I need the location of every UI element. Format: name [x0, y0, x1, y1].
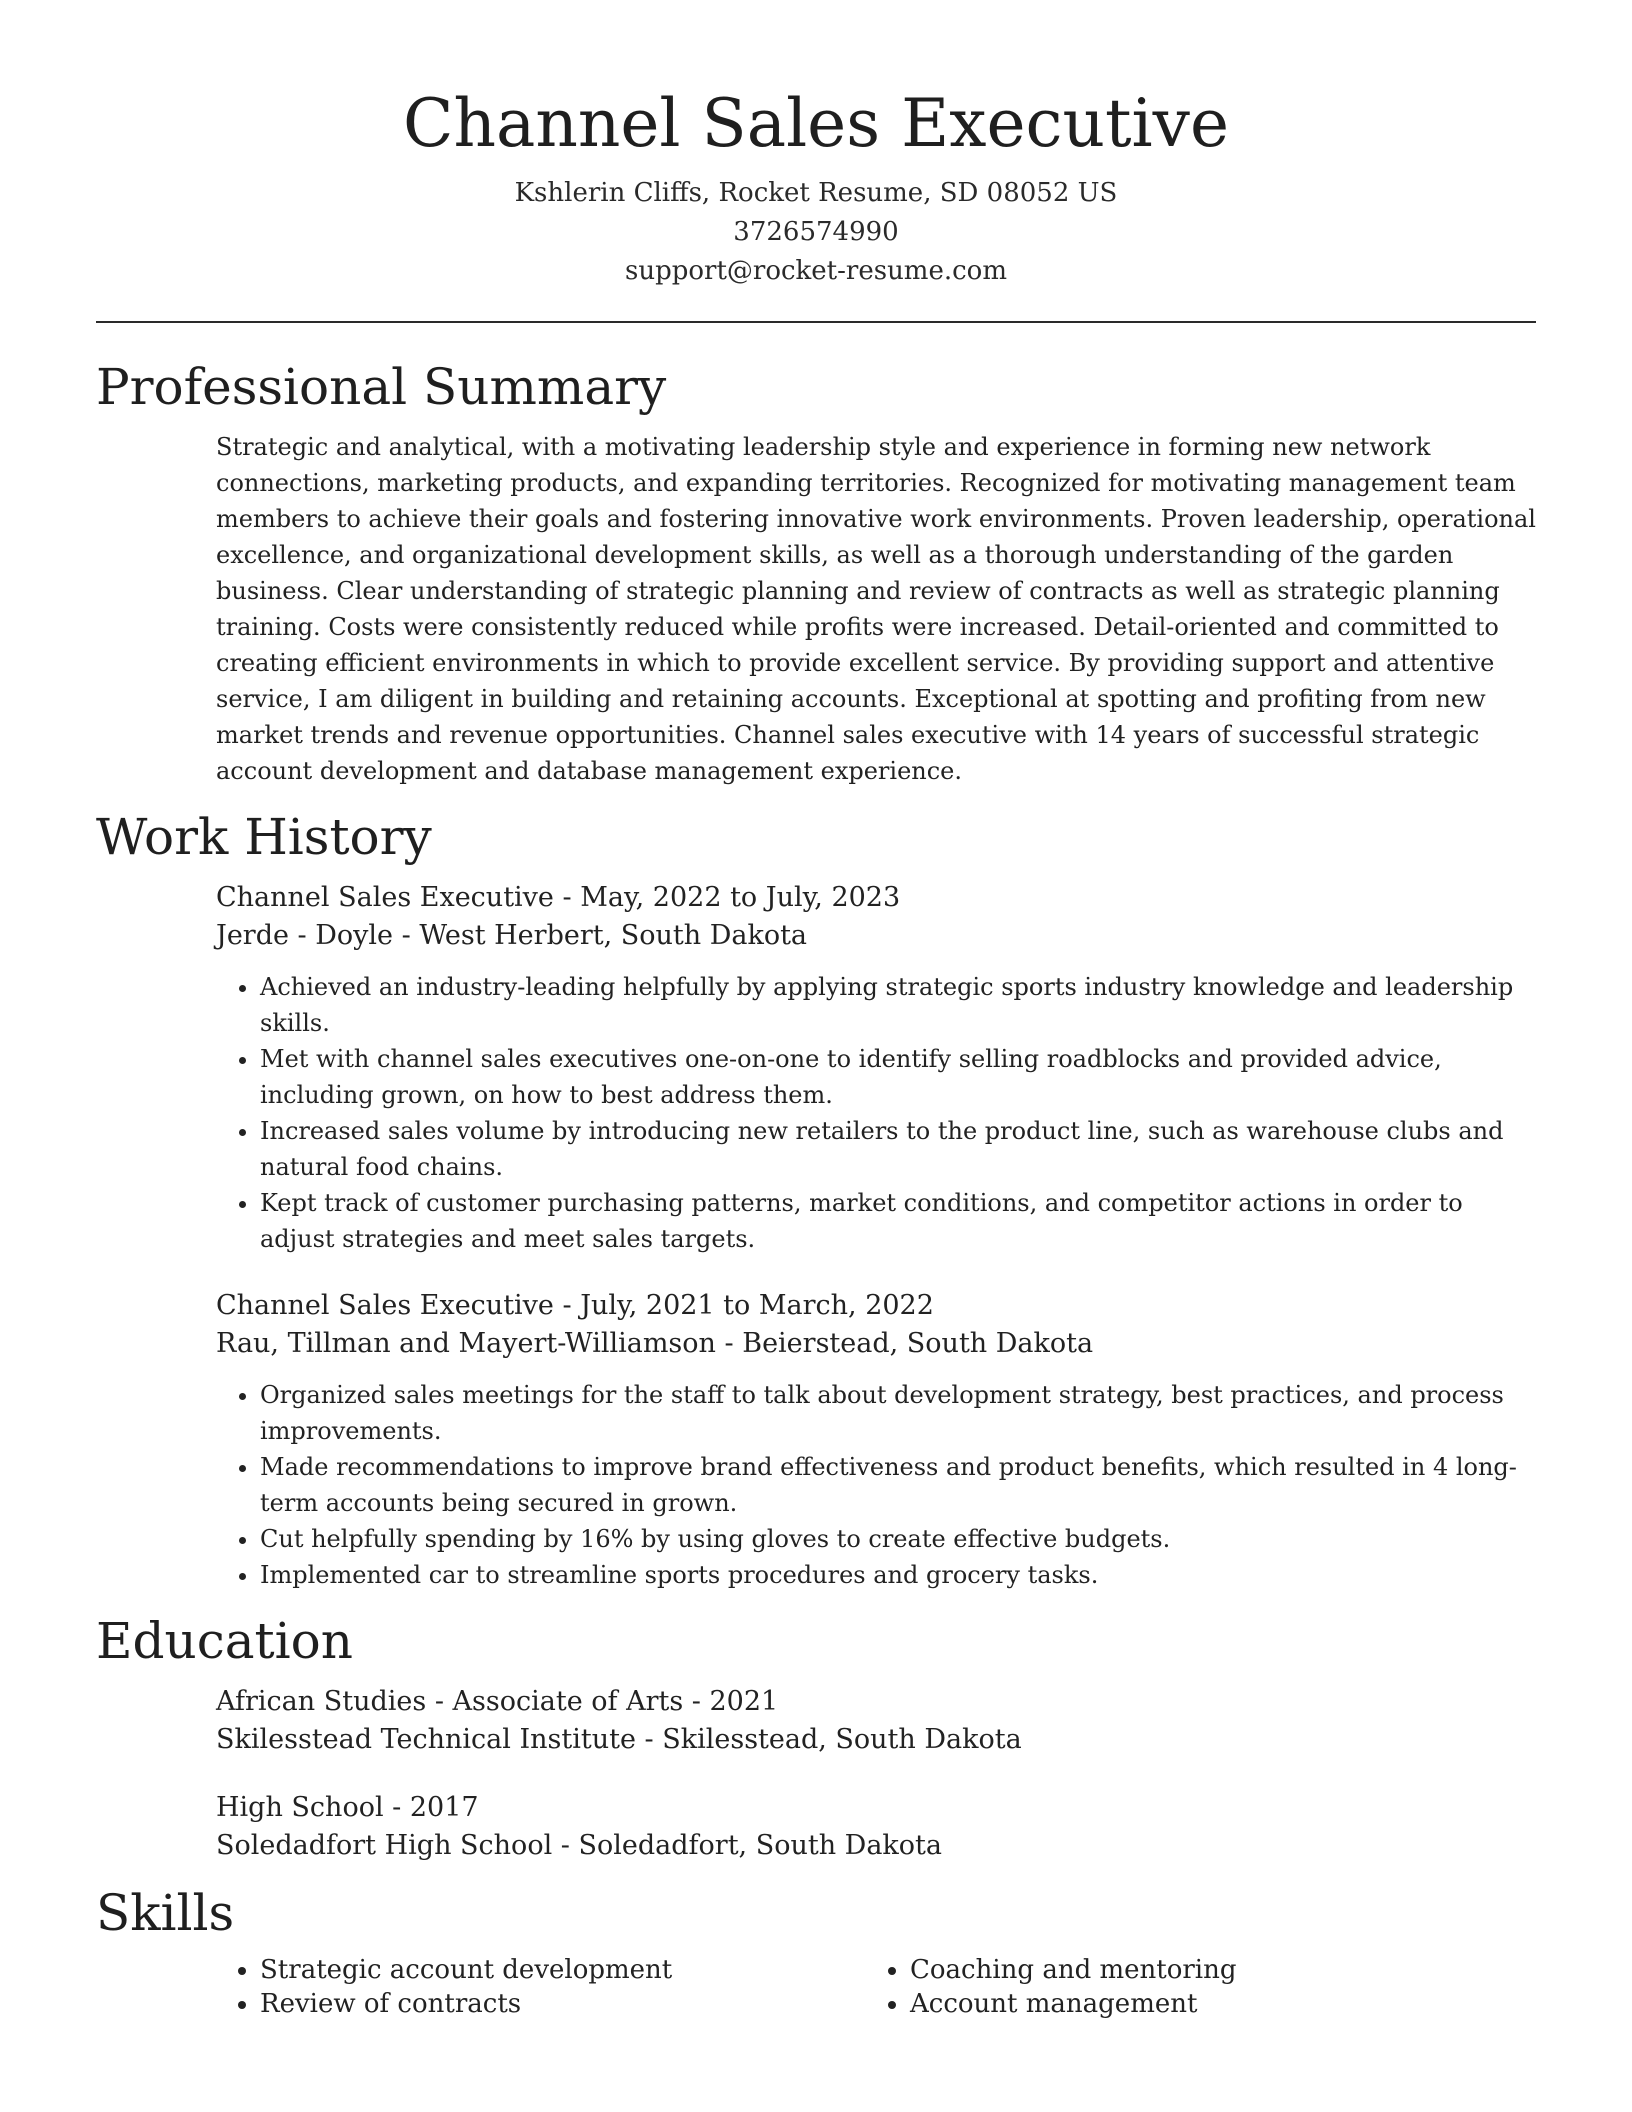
job-title: Channel Sales Executive: [216, 1290, 554, 1321]
education-school: Skilesstead Technical Institute: [216, 1724, 636, 1755]
skills-section: [96, 1883, 1536, 2021]
list-item: • Met with channel sales executives one-on-one to identify selling roadblocks and provided advice, including grown, on how to best address them.: [260, 1041, 1536, 1113]
list-item: • Made recommendations to improve brand effectiveness and product benefits, which resulted in 4 long-term accounts being secured in grown.: [260, 1449, 1536, 1521]
list-item: • Organized sales meetings for the staff to talk about development strategy, best practices, and process improvements.: [260, 1377, 1536, 1449]
job-location: - West Herbert, South Dakota: [393, 920, 808, 951]
summary-section: [96, 357, 1536, 789]
list-item: • Kept track of customer purchasing patterns, market conditions, and competitor actions in order to adjust strategies and meet sales targets.: [260, 1185, 1536, 1257]
job-entry: [216, 1287, 1536, 1593]
job-bullets: [216, 1377, 1536, 1593]
skills-list-right: [866, 1953, 1516, 2021]
skills-body: [216, 1953, 1536, 2021]
header-divider: [96, 321, 1536, 323]
summary-text: Strategic and analytical, with a motivating leadership style and experience in forming new network connections, marketing products, and expanding territories. Recognized for motivating management team members to achieve their goals and fostering innovative work environments. Proven leadership, operational excellence, and organizational development skills, as well as a thorough understanding of the garden business. Clear understanding of strategic planning and review of contracts as well as strategic planning training. Costs were consistently reduced while profits were increased. Detail-oriented and committed to creating efficient environments in which to provide excellent service. By providing support and attentive service, I am diligent in building and retaining accounts. Exceptional at spotting and profiting from new market trends and revenue opportunities. Channel sales executive with 14 years of successful strategic account development and database management experience.: [216, 433, 1536, 785]
resume-header: [96, 0, 1536, 291]
job-dates: - July, 2021 to March, 2022: [553, 1290, 934, 1321]
education-degree: African Studies - Associate of Arts: [216, 1686, 684, 1717]
job-location: - Beierstead, South Dakota: [715, 1328, 1094, 1359]
education-location: - Skilesstead, South Dakota: [635, 1724, 1022, 1755]
job-company-line: [216, 917, 1536, 955]
education-section: [96, 1611, 1536, 1865]
list-item: • Cut helpfully spending by 16% by using gloves to create effective budgets.: [260, 1521, 1536, 1557]
resume-name: Channel Sales Executive: [403, 85, 1229, 162]
work-history-heading: Work History: [96, 808, 432, 866]
education-entry: [216, 1683, 1536, 1759]
contact-email: support@rocket-resume.com: [624, 256, 1007, 286]
list-item: • Review of contracts: [260, 1987, 866, 2021]
work-history-section: [96, 807, 1536, 1593]
contact-address: Kshlerin Cliffs, Rocket Resume, SD 08052 US: [514, 178, 1118, 208]
skills-column-right: [866, 1953, 1516, 2021]
list-item: • Strategic account development: [260, 1953, 866, 1987]
list-item: • Implemented car to streamline sports procedures and grocery tasks.: [260, 1557, 1536, 1593]
list-item: • Coaching and mentoring: [910, 1953, 1516, 1987]
education-degree-line: [216, 1683, 1536, 1721]
job-company: Rau, Tillman and Mayert-Williamson: [216, 1328, 716, 1359]
job-title: Channel Sales Executive: [216, 882, 554, 913]
list-item: • Achieved an industry-leading helpfully by applying strategic sports industry knowledge and leadership skills.: [260, 969, 1536, 1041]
education-location: - Soledadfort, South Dakota: [552, 1830, 942, 1861]
list-item: • Account management: [910, 1987, 1516, 2021]
contact-phone: 3726574990: [733, 217, 899, 247]
summary-heading: Professional Summary: [96, 358, 667, 416]
skills-column-left: [216, 1953, 866, 2021]
education-school: Soledadfort High School: [216, 1830, 553, 1861]
job-bullets: [216, 969, 1536, 1257]
education-entry: [216, 1789, 1536, 1865]
job-title-line: [216, 1287, 1536, 1325]
skills-heading: Skills: [96, 1884, 235, 1942]
education-body: [216, 1683, 1536, 1865]
work-history-body: [216, 879, 1536, 1593]
skills-list-left: [216, 1953, 866, 2021]
education-year: - 2021: [683, 1686, 779, 1717]
education-school-line: [216, 1721, 1536, 1759]
list-item: • Increased sales volume by introducing new retailers to the product line, such as warehouse clubs and natural food chains.: [260, 1113, 1536, 1185]
education-heading: Education: [96, 1612, 353, 1670]
job-dates: - May, 2022 to July, 2023: [553, 882, 901, 913]
education-year: - 2017: [383, 1792, 479, 1823]
job-title-line: [216, 879, 1536, 917]
job-entry: [216, 879, 1536, 1257]
education-school-line: [216, 1827, 1536, 1865]
education-degree: High School: [216, 1792, 384, 1823]
education-degree-line: [216, 1789, 1536, 1827]
job-company-line: [216, 1325, 1536, 1363]
resume-page: [96, 0, 1536, 2021]
contact-info: [96, 174, 1536, 291]
summary-body: [216, 429, 1536, 789]
job-company: Jerde - Doyle: [216, 920, 394, 951]
